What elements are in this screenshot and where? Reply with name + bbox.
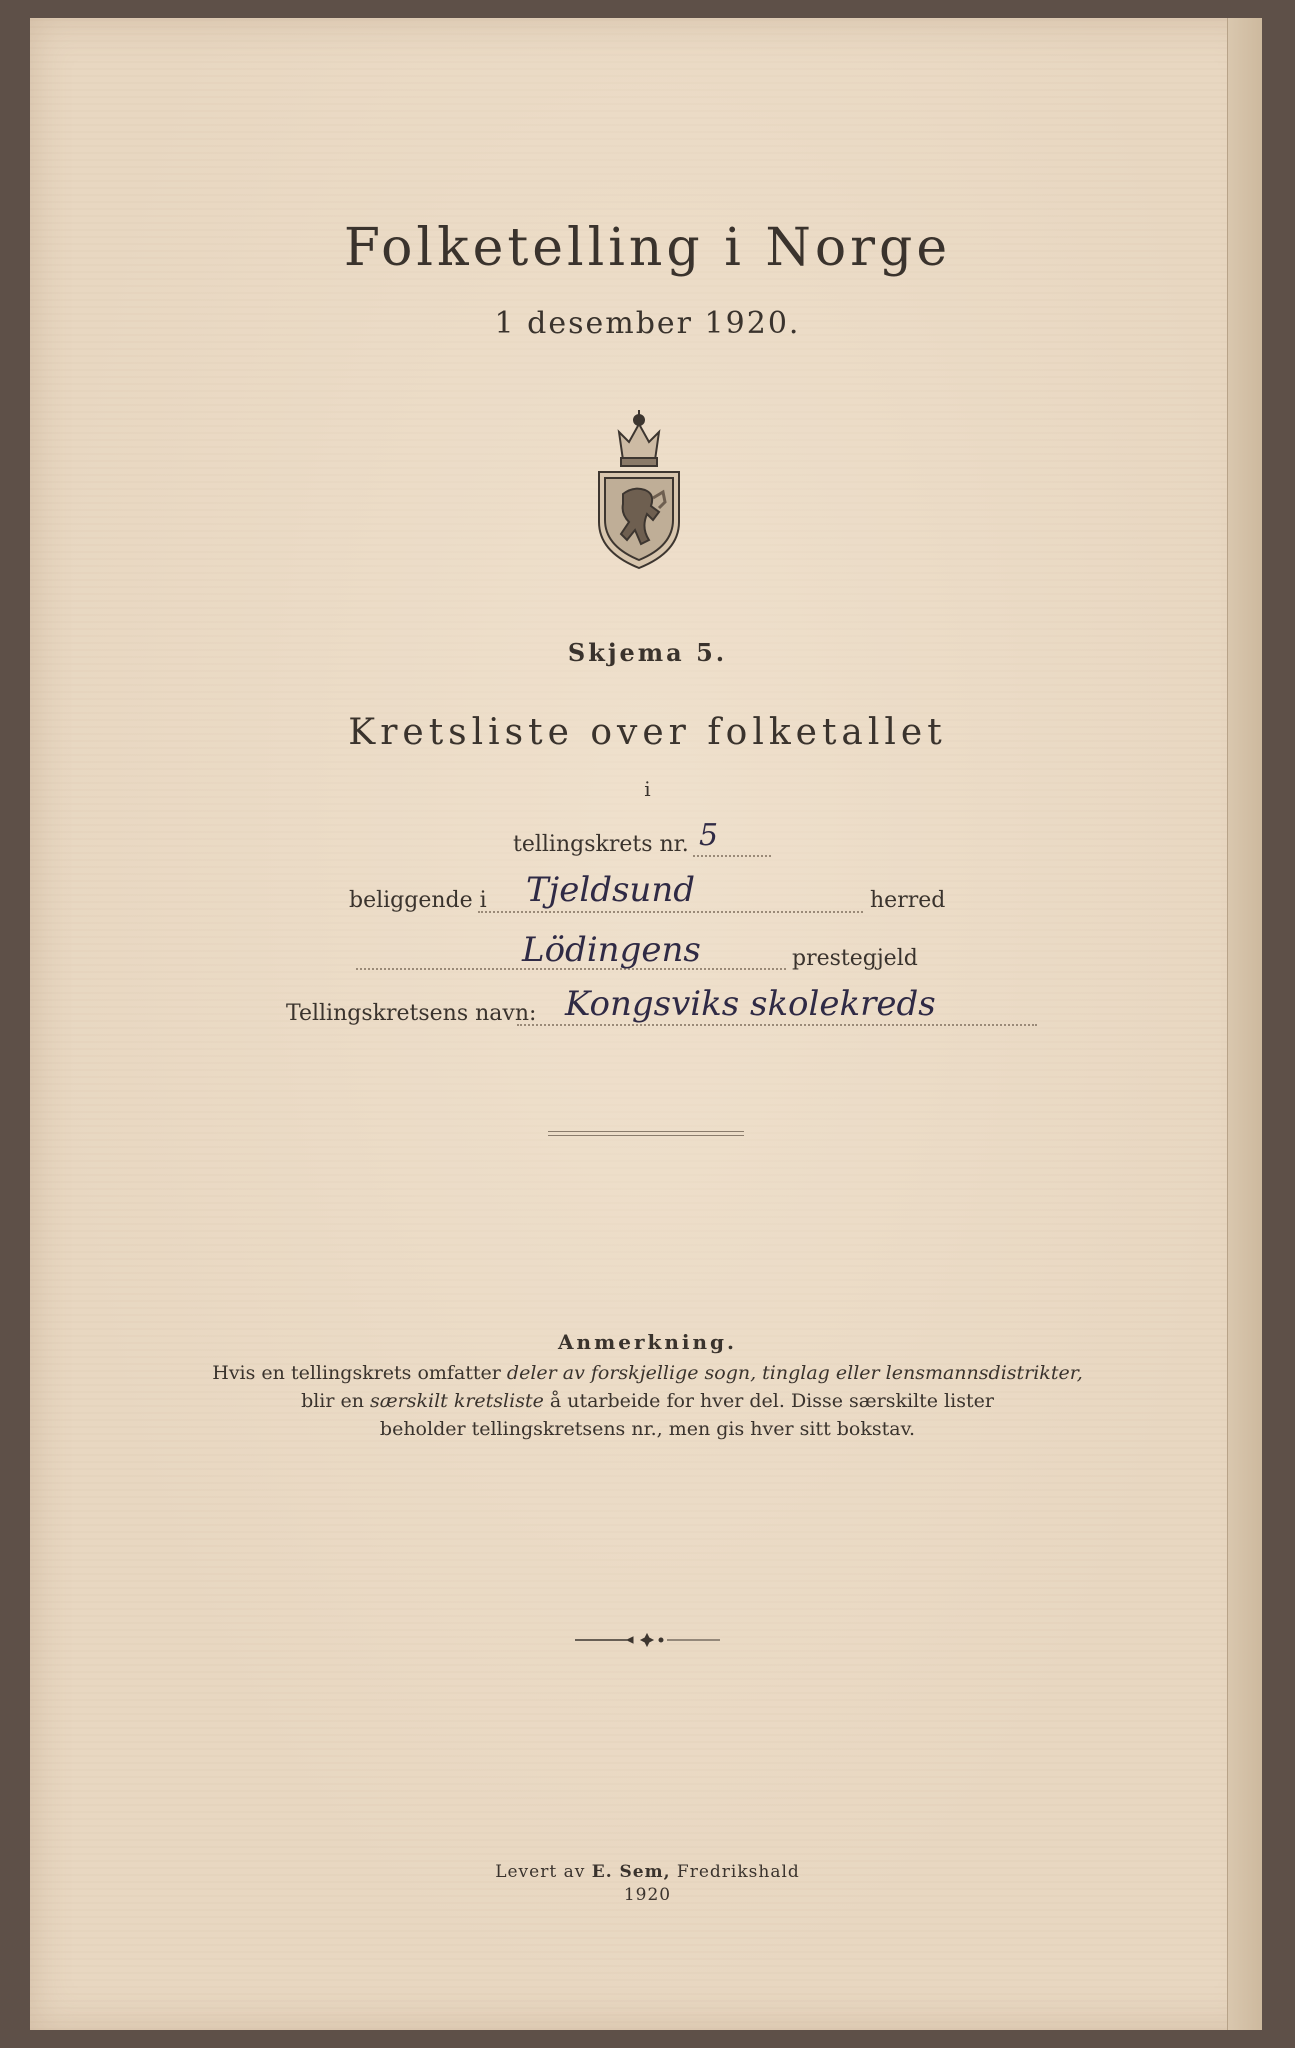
beliggende-label: beliggende i (349, 888, 487, 913)
prestegjeld-label: prestegjeld (792, 946, 918, 971)
printer-place: Fredrikshald (670, 1862, 800, 1882)
krets-name-label: Tellingskretsens navn: (286, 1001, 537, 1026)
section-divider (548, 1131, 744, 1136)
printer-name: E. Sem, (591, 1862, 671, 1882)
note-line-1 (0, 1362, 1295, 1384)
printer-prefix: Levert av (495, 1862, 592, 1882)
prestegjeld-value: Lödingens (522, 930, 701, 970)
printer-year: 1920 (623, 1885, 672, 1905)
krets-name-value: Kongsviks skolekreds (565, 984, 936, 1024)
note-line-2-emphasis: særskilt kretsliste (370, 1390, 544, 1412)
note-line-2-text-a: blir en (301, 1390, 371, 1412)
note-heading: Anmerkning. (558, 1330, 737, 1354)
herred-line (478, 911, 863, 913)
krets-name-line (517, 1024, 1037, 1026)
document-title: Folketelling i Norge (343, 218, 952, 278)
note-line-1-text: Hvis en tellingskrets omfatter (212, 1362, 507, 1384)
form-heading: Kretsliste over folketallet (348, 712, 947, 753)
note-line-2-text-b: å utarbeide for hver del. Disse særskilte lister (543, 1390, 994, 1412)
krets-number-label: tellingskrets nr. (513, 832, 689, 857)
herred-label: herred (870, 888, 946, 913)
schema-number: Skjema 5. (567, 638, 728, 667)
krets-number-value: 5 (699, 818, 719, 853)
herred-value: Tjeldsund (526, 870, 695, 910)
printer-imprint (0, 1862, 1295, 1882)
ornament-divider-icon (575, 1632, 720, 1648)
note-line-2 (0, 1390, 1295, 1412)
connector-word: i (644, 777, 651, 801)
note-line-1-emphasis: deler av forskjellige sogn, tinglag eller lensmannsdistrikter, (506, 1362, 1083, 1384)
note-line-3: beholder tellingskretsens nr., men gis hver sitt bokstav. (379, 1418, 916, 1440)
krets-number-line (693, 855, 771, 857)
census-date: 1 desember 1920. (494, 306, 801, 341)
norwegian-coat-of-arms-icon (593, 402, 685, 572)
